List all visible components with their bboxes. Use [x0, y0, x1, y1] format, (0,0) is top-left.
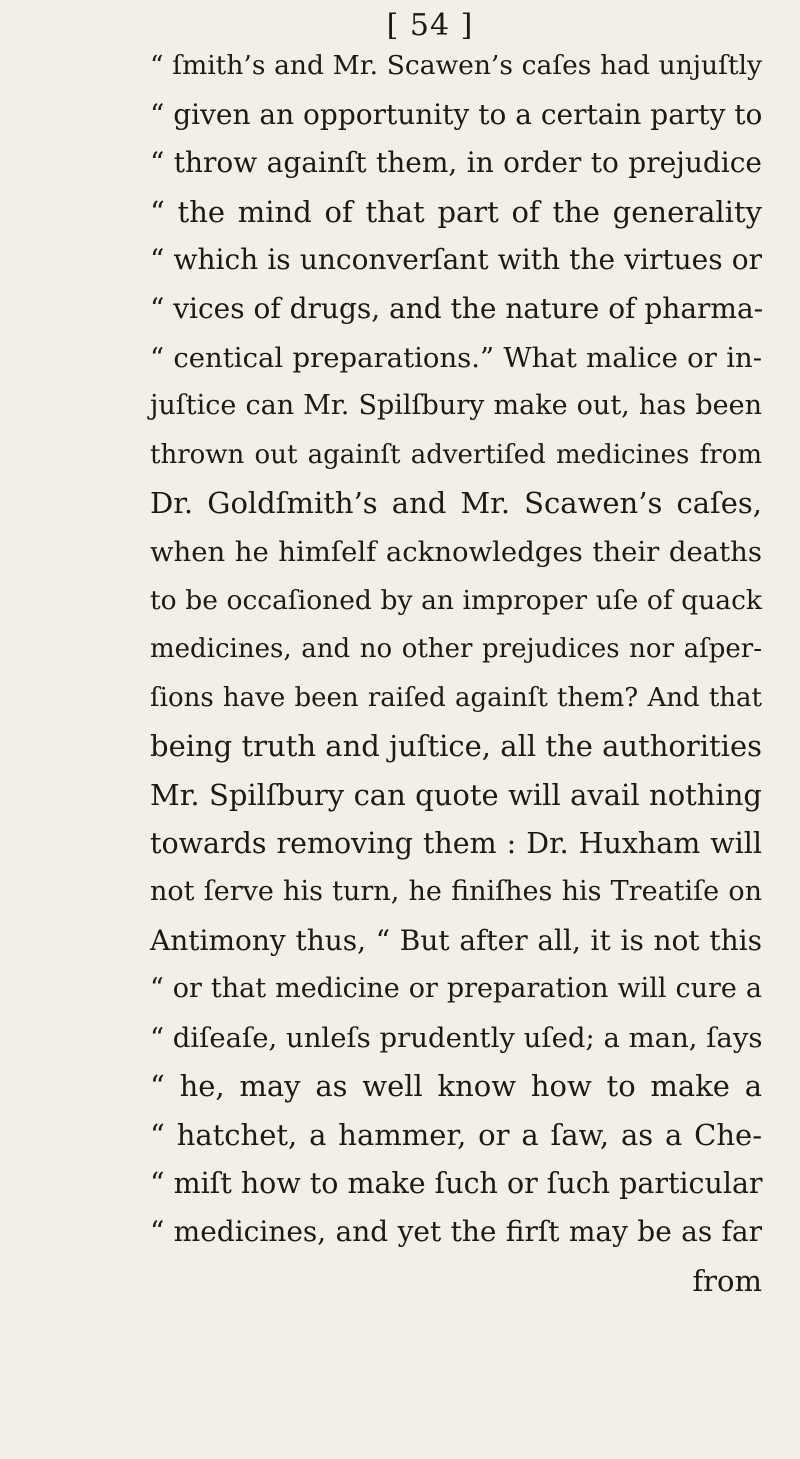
text-line: “ medicines, and yet the firſt may be as far — [150, 1215, 762, 1249]
text-line: “ he, may as well know how to make a — [150, 1069, 762, 1104]
text-line: to be occaſioned by an improper uſe of quack — [150, 584, 762, 616]
page-number-header: [ 54 ] — [386, 8, 474, 43]
text-line: “ or that medicine or preparation will cure a — [150, 973, 762, 1005]
text-line: “ hatchet, a hammer, or a ſaw, as a Che- — [150, 1118, 762, 1153]
text-line: medicines, and no other prejudices nor aſper- — [150, 634, 762, 665]
text-line: “ the mind of that part of the generality — [150, 194, 762, 229]
body-text — [150, 42, 762, 1305]
text-line: towards removing them : Dr. Huxham will — [150, 826, 762, 860]
text-line: “ miſt how to make ſuch or ſuch particular — [150, 1166, 763, 1200]
text-line: ſions have been raiſed againſt them? And that — [150, 682, 762, 713]
text-line: being truth and juſtice, all the authorities — [150, 729, 762, 764]
text-line: Antimony thus, “ But after all, it is not this — [150, 923, 762, 957]
text-line: “ vices of drugs, and the nature of pharma- — [150, 291, 764, 325]
text-line: when he himſelf acknowledges their deaths — [150, 535, 762, 568]
text-line: “ throw againſt them, in order to prejudice — [150, 146, 762, 180]
text-line: “ given an opportunity to a certain party to — [150, 97, 763, 131]
text-line: “ diſeaſe, unleſs prudently uſed; a man, ſays — [150, 1021, 763, 1054]
catchword: from — [692, 1263, 762, 1298]
text-line: Mr. Spilſbury can quote will avail nothing — [150, 777, 762, 812]
text-line: Dr. Goldſmith’s and Mr. Scawen’s caſes, — [150, 486, 762, 521]
text-line: “ which is unconverſant with the virtues or — [150, 243, 762, 277]
text-line: thrown out againſt advertiſed medicines from — [150, 439, 762, 470]
text-line: “ centical preparations.” What malice or in- — [150, 341, 762, 374]
text-line: juſtice can Mr. Spilſbury make out, has been — [150, 390, 762, 422]
text-line: “ ſmith’s and Mr. Scawen’s caſes had unjuſtly — [150, 50, 762, 81]
text-line: not ſerve his turn, he finiſhes his Treatiſe on — [150, 876, 762, 908]
